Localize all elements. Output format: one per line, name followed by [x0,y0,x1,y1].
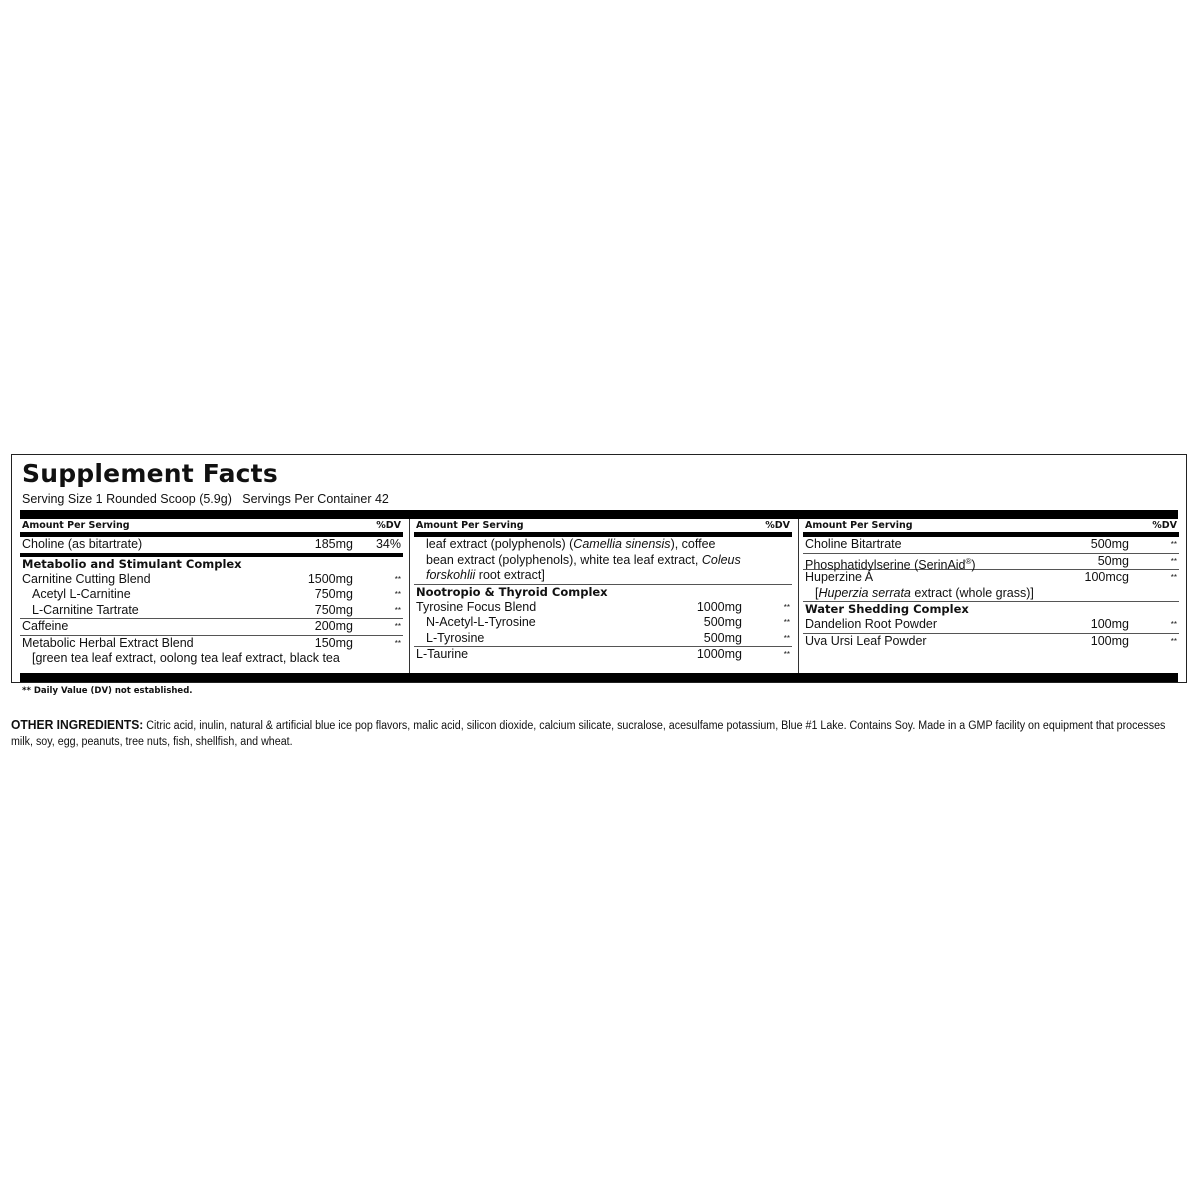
facts-column-1 [20,519,403,673]
column-header [20,519,403,537]
fact-row: Choline Bitartrate 500mg ** [803,537,1179,554]
section-heading: Nootropio & Thyroid Complex [416,584,608,599]
amount-per-serving-label: Amount Per Serving [22,520,130,531]
fact-row: Uva Ursi Leaf Powder 100mg ** [805,633,1177,648]
ingredient-description: leaf extract (polyphenols) (Camellia sinensis), coffee bean extract (polyphenols), white tea leaf extract, Coleus forskohlii root extract] [414,537,792,585]
fact-row: Carnitine Cutting Blend 1500mg ** [22,571,401,586]
fact-row: Huperzine A 100mcg ** [805,570,1177,584]
facts-column-2 [409,519,792,673]
fact-row: Caffeine 200mg ** [20,619,403,636]
other-ingredients-label: OTHER INGREDIENTS: [11,717,144,732]
dv-label: %DV [765,520,790,531]
amount-per-serving-label: Amount Per Serving [416,520,524,531]
other-ingredients [11,717,1190,750]
divider-bar [20,510,1178,519]
serving-info: Serving Size 1 Rounded Scoop (5.9g) Servings Per Container 42 [22,492,389,506]
fact-row: L-Carnitine Tartrate 750mg ** [20,603,403,620]
fact-row: Phosphatidylserine (SerinAid®) 50mg ** [805,553,1177,572]
divider-bar [20,673,1178,682]
panel-title: Supplement Facts [22,459,278,488]
supplement-facts-panel [11,454,1187,696]
fact-row-choline: Choline (as bitartrate) 185mg 34% [20,537,403,557]
column-header [803,519,1179,537]
fact-row: L-Taurine 1000mg ** [416,647,790,661]
fact-row: Tyrosine Focus Blend 1000mg ** [416,599,790,614]
ingredient-description: [Huperzia serrata extract (whole grass)] [803,586,1179,603]
fact-row: Acetyl L-Carnitine 750mg ** [32,587,401,601]
fact-row: Metabolic Herbal Extract Blend 150mg ** [22,635,401,650]
amount-per-serving-label: Amount Per Serving [805,520,913,531]
other-ingredients-text: Citric acid, inulin, natural & artificial blue ice pop flavors, malic acid, silicon dioxide, calcium silicate, sucralose, acesulfame potassium, Blue #1 Lake. Contains Soy. Made in a GMP facility on equipment that processes milk, soy, egg, peanuts, tree nuts, fish, shellfish, and wheat. [11,720,1166,748]
fact-row: L-Tyrosine 500mg ** [414,631,792,648]
ingredient-description: [green tea leaf extract, oolong tea leaf extract, black tea [32,651,340,665]
footnote: ** Daily Value (DV) not established. [22,686,193,696]
dv-label: %DV [376,520,401,531]
facts-column-3 [798,519,1179,673]
section-heading: Water Shedding Complex [805,602,969,616]
dv-label: %DV [1152,520,1177,531]
fact-row: Dandelion Root Powder 100mg ** [803,617,1179,634]
section-heading: Metabolio and Stimulant Complex [22,556,242,571]
column-header [414,519,792,537]
fact-row: N-Acetyl-L-Tyrosine 500mg ** [426,615,790,629]
